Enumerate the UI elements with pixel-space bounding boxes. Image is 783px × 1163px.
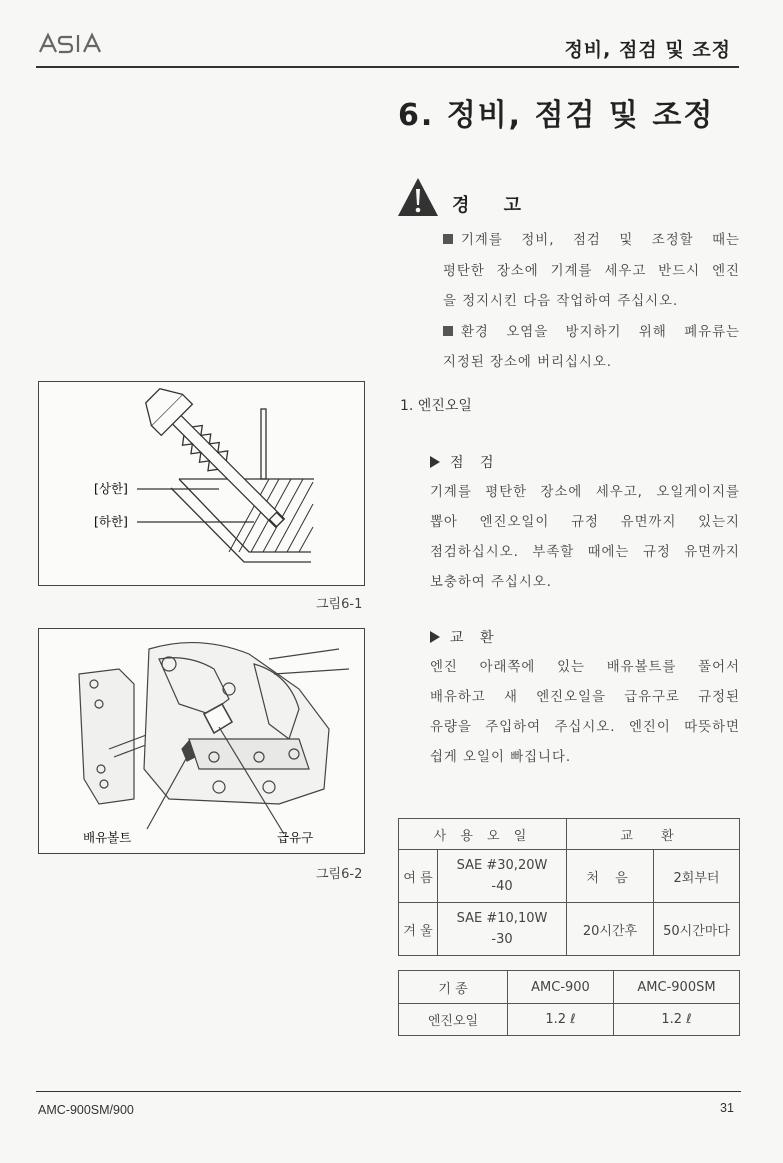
- paragraph-line: 점검하십시오. 부족할 때에는 규정 유면까지: [430, 545, 740, 560]
- table-header: 기 종: [399, 971, 508, 1004]
- next-interval-cell: 50시간마다: [654, 903, 740, 956]
- replace-heading: 교 환: [430, 627, 500, 647]
- upper-limit-label: [상한]: [94, 481, 128, 496]
- paragraph-line: 뽑아 엔진오일이 규정 유면까지 있는지: [430, 515, 740, 530]
- warning-line: 을 정지시킨 다음 작업하여 주십시오.: [443, 294, 679, 309]
- table-cell: 엔진오일: [399, 1004, 508, 1036]
- paragraph-line: 기계를 평탄한 장소에 세우고, 오일게이지를: [430, 485, 740, 500]
- first-interval-cell: 처 음: [567, 850, 654, 903]
- figure-6-1: [38, 381, 365, 586]
- header-divider: [36, 66, 739, 68]
- warning-text: [443, 226, 740, 379]
- figure-6-1-caption: 그림6-1: [316, 597, 363, 612]
- season-cell: 여 름: [399, 850, 438, 903]
- paragraph-line: 보충하여 주십시오.: [430, 575, 552, 590]
- warning-line: 평탄한 장소에 기계를 세우고 반드시 엔진: [443, 263, 740, 279]
- table-row: [399, 971, 740, 1004]
- section-title: 1. 엔진오일: [400, 398, 472, 414]
- warning-line: 환경 오염을 방지하기 위해 폐유류는: [443, 318, 740, 349]
- table-header: AMC-900: [508, 971, 614, 1004]
- oil-cell: SAE #10,10W -30: [438, 903, 567, 956]
- paragraph-line: 배유하고 새 엔진오일을 급유구로 규정된: [430, 690, 740, 705]
- triangle-bullet-icon: [430, 456, 440, 468]
- header-title: 정비, 점검 및 조정: [564, 39, 731, 61]
- oil-usage-table: [398, 818, 740, 956]
- warning-title: 경 고: [452, 195, 536, 216]
- table-row: [399, 903, 740, 956]
- table-row: [399, 850, 740, 903]
- oil-filler-label: 급유구: [277, 830, 314, 845]
- engine-oil-port-diagram: [39, 629, 364, 853]
- table-header: 사 용 오 일: [399, 819, 567, 850]
- next-interval-cell: 2회부터: [654, 850, 740, 903]
- figure-6-2: [38, 628, 365, 854]
- first-interval-cell: 20시간후: [567, 903, 654, 956]
- bullet-square-icon: [443, 234, 453, 244]
- drain-bolt-label: 배유볼트: [83, 830, 132, 845]
- table-cell: 1.2 ℓ: [508, 1004, 614, 1036]
- oil-capacity-table: [398, 970, 740, 1036]
- paragraph-line: 유량을 주입하여 주십시오. 엔진이 따뜻하면: [430, 720, 740, 735]
- replace-paragraph: [430, 653, 740, 773]
- triangle-bullet-icon: [430, 631, 440, 643]
- footer-divider: [36, 1091, 741, 1092]
- oil-gauge-diagram: [39, 382, 364, 585]
- table-cell: 1.2 ℓ: [614, 1004, 740, 1036]
- table-header: 교 환: [567, 819, 740, 850]
- warning-line: 지정된 장소에 버리십시오.: [443, 355, 613, 370]
- page-number: 31: [720, 1101, 734, 1115]
- season-cell: 겨 울: [399, 903, 438, 956]
- warning-triangle-icon: [397, 176, 439, 218]
- figure-6-2-caption: 그림6-2: [316, 867, 363, 882]
- paragraph-line: 엔진 아래쪽에 있는 배유볼트를 풀어서: [430, 660, 740, 675]
- lower-limit-label: [하한]: [94, 514, 128, 529]
- footer-model: AMC-900SM/900: [38, 1103, 134, 1117]
- chapter-title: 6. 정비, 점검 및 조정: [398, 98, 715, 133]
- inspect-paragraph: [430, 478, 740, 598]
- oil-cell: SAE #30,20W -40: [438, 850, 567, 903]
- asia-logo: [38, 32, 108, 54]
- table-row: [399, 1004, 740, 1036]
- paragraph-line: 쉽게 오일이 빠집니다.: [430, 750, 572, 765]
- bullet-square-icon: [443, 326, 453, 336]
- table-header: AMC-900SM: [614, 971, 740, 1004]
- warning-line: 기계를 정비, 점검 및 조정할 때는: [443, 226, 740, 257]
- inspect-heading: 점 검: [430, 452, 500, 472]
